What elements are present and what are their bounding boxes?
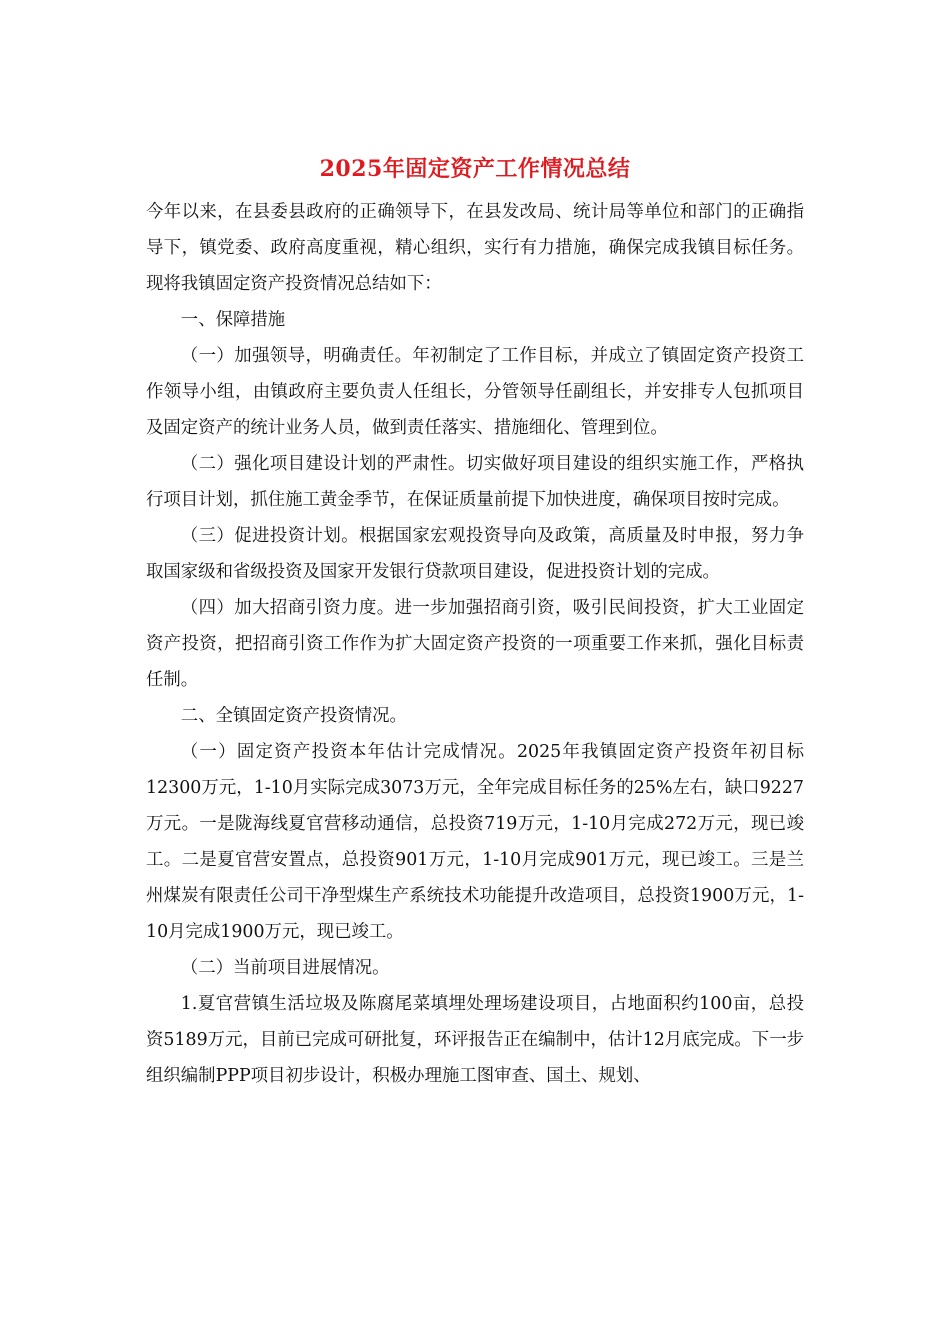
paragraph-intro: 今年以来，在县委县政府的正确领导下，在县发改局、统计局等单位和部门的正确指导下，镇党委、政府高度重视，精心组织，实行有力措施，确保完成我镇目标任务。现将我镇固定资产投资情况总结如下： <box>146 202 804 294</box>
paragraph-investment-1: （一）固定资产投资本年估计完成情况。2025年我镇固定资产投资年初目标12300万元，1-10月实际完成3073万元，全年完成目标任务的25%左右，缺口9227万元。一是陇海线夏官营移动通信，总投资719万元，1-10月完成272万元，现已竣工。二是夏官营安置点，总投资901万元，1-10月完成901万元，现已竣工。三是兰州煤炭有限责任公司干净型煤生产系统技术功能提升改造项目，总投资1900万元，1-10月完成1900万元，现已竣工。 <box>146 742 804 942</box>
paragraph-measure-2: （二）强化项目建设计划的严肃性。切实做好项目建设的组织实施工作，严格执行项目计划，抓住施工黄金季节，在保证质量前提下加快进度，确保项目按时完成。 <box>146 454 804 510</box>
paragraph-measure-1: （一）加强领导，明确责任。年初制定了工作目标，并成立了镇固定资产投资工作领导小组，由镇政府主要负责人任组长，分管领导任副组长，并安排专人包抓项目及固定资产的统计业务人员，做到责任落实、措施细化、管理到位。 <box>146 346 804 438</box>
paragraph-measure-3: （三）促进投资计划。根据国家宏观投资导向及政策，高质量及时申报，努力争取国家级和省级投资及国家开发银行贷款项目建设，促进投资计划的完成。 <box>146 526 804 582</box>
paragraph-investment-2: （二）当前项目进展情况。 <box>180 958 390 978</box>
heading-section-1: 一、保障措施 <box>180 310 286 330</box>
paragraph-measure-4: （四）加大招商引资力度。进一步加强招商引资，吸引民间投资，扩大工业固定资产投资，把招商引资工作作为扩大固定资产投资的一项重要工作来抓，强化目标责任制。 <box>146 598 804 690</box>
paragraph-project-1: 1.夏官营镇生活垃圾及陈腐尾菜填埋处理场建设项目，占地面积约100亩，总投资5189万元，目前已完成可研批复，环评报告正在编制中，估计12月底完成。下一步组织编制PPP项目初步设计，积极办理施工图审查、国土、规划、 <box>146 994 804 1086</box>
document-title: 2025年固定资产工作情况总结 <box>319 156 631 182</box>
document-body <box>146 194 804 1094</box>
heading-section-2: 二、全镇固定资产投资情况。 <box>180 706 407 726</box>
